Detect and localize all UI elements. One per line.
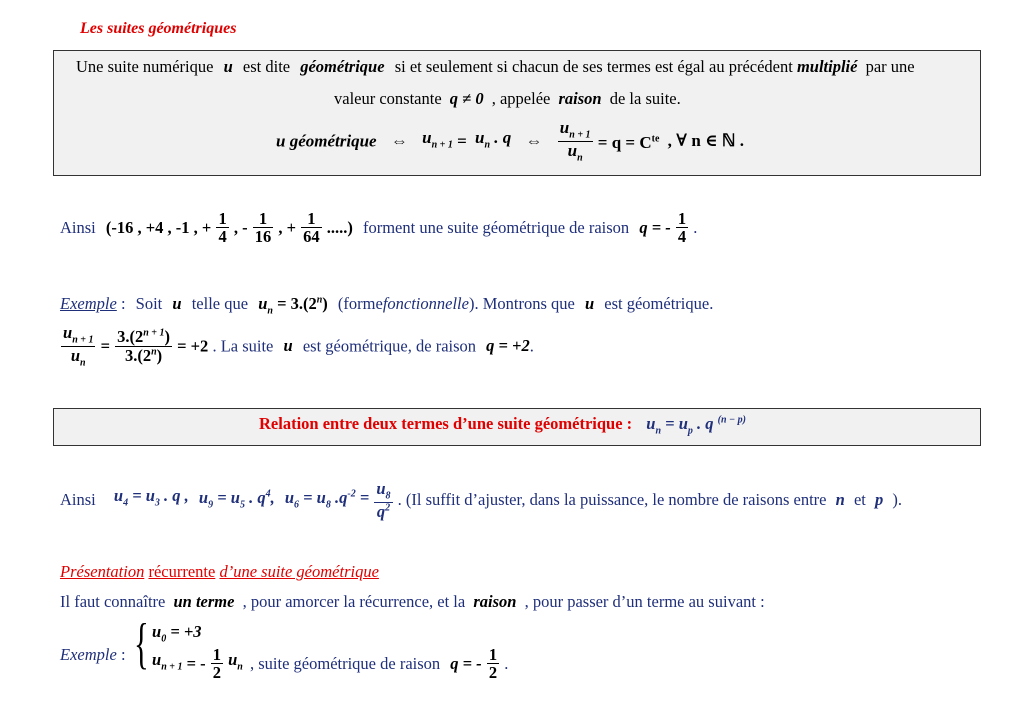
definition-ratio: $\frac{u_{n + 1}}{u_n}$ [559,118,591,164]
presentation-text: Il faut connaître un terme , pour amorcer la récurrence, et la raison , pour passer d’un terme au suivant : [60,592,765,611]
example-2-text: , suite géométrique de raison q = - $\frac{1}{2}$ . [250,645,509,683]
presentation-heading: Présentation récurrente d’une suite géométrique [60,562,379,581]
example-1-line: Exemple : Soit u telle que $u_n = 3.(2^n)$ (formefonctionnelle). Montrons que u est géométrique. [60,294,714,317]
ainsi-relation-examples: Ainsi $u_4 = u_3$ . q , $u_9 = u_5$ . $q^4$, $u_6 = u_8$ $.q^{-2}$ = $\frac{u_8}{q^2}$ . (Il suffit d’ajuster, dans la puissance, le nombre de raisons entre n et p ). [60,479,902,521]
system-line-1: $u_0 = +3$ [152,622,202,645]
definition-line-1: Une suite numérique u est dite géométrique si et seulement si chacun de ses termes est égal au précédent multiplié par une [76,57,915,76]
ainsi-sequence-line: Ainsi (-16 , +4 , -1 , + $\frac{1}{4}$ , - $\frac{1}{16}$ , + $\frac{1}{64}$ .....) forment une suite géométrique de raison q = - $\frac{1}{4}$ . [60,209,698,247]
definition-line-2: valeur constante q ≠ 0 , appelée raison de la suite. [334,89,681,108]
sequence-fraction-3: $\frac{1}{64}$ [303,209,320,247]
sequence-fraction-1: $\frac{1}{4}$ [218,209,227,247]
sequence-fraction-2: $\frac{1}{16}$ [254,209,272,247]
example-1-ratio: $\frac{u_{n + 1}}{u_n}$ = $\frac{3.(2^{n + 1})}{3.(2^n)}$ = +2 . La suite u est géométrique, de raison q = +2. [63,323,534,369]
system-line-2: $u_{n + 1}$ = - $\frac{1}{2}$ $u_n$ [152,645,243,683]
relation-text: Relation entre deux termes d’une suite géométrique : $u_n = u_p$ . q $^{(n - p)}$ [259,414,746,437]
page-title: Les suites géométriques [80,20,237,37]
system-brace: { [134,613,149,675]
ratio-fraction: $\frac{1}{4}$ [677,209,687,247]
relation-box [53,408,981,446]
example-2-label: Exemple : [60,645,126,664]
definition-box [53,50,981,176]
definition-formula: u géométrique ⇔ $u_{n + 1} = u_n$ . q ⇔ $\frac{u_{n + 1}}{u_n}$ = $q = C^{te}$ , ∀ n ∈ ℕ . [276,118,744,164]
